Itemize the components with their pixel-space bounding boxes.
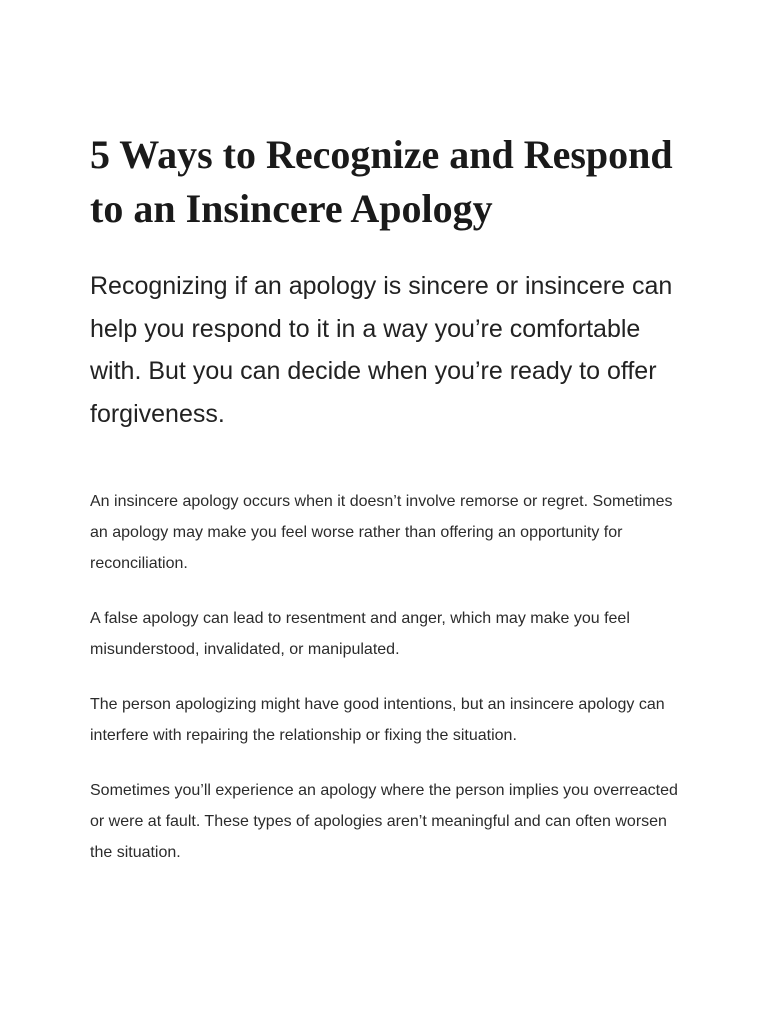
article-body bbox=[90, 486, 680, 868]
article-title: 5 Ways to Recognize and Respond to an Insincere Apology bbox=[90, 132, 673, 231]
article-paragraph: A false apology can lead to resentment and anger, which may make you feel misunderstood, invalidated, or manipulated. bbox=[90, 610, 630, 658]
article-paragraph: Sometimes you’ll experience an apology where the person implies you overreacted or were at fault. These types of apologies aren’t meaningful and can often worsen the situation. bbox=[90, 782, 678, 861]
article bbox=[90, 128, 680, 892]
article-paragraph: The person apologizing might have good intentions, but an insincere apology can interfere with repairing the relationship or fixing the situation. bbox=[90, 696, 665, 744]
article-lede: Recognizing if an apology is sincere or insincere can help you respond to it in a way you’re comfortable with. But you can decide when you’re ready to offer forgiveness. bbox=[90, 272, 673, 428]
article-paragraph: An insincere apology occurs when it doesn’t involve remorse or regret. Sometimes an apology may make you feel worse rather than offering an opportunity for reconciliation. bbox=[90, 493, 673, 572]
